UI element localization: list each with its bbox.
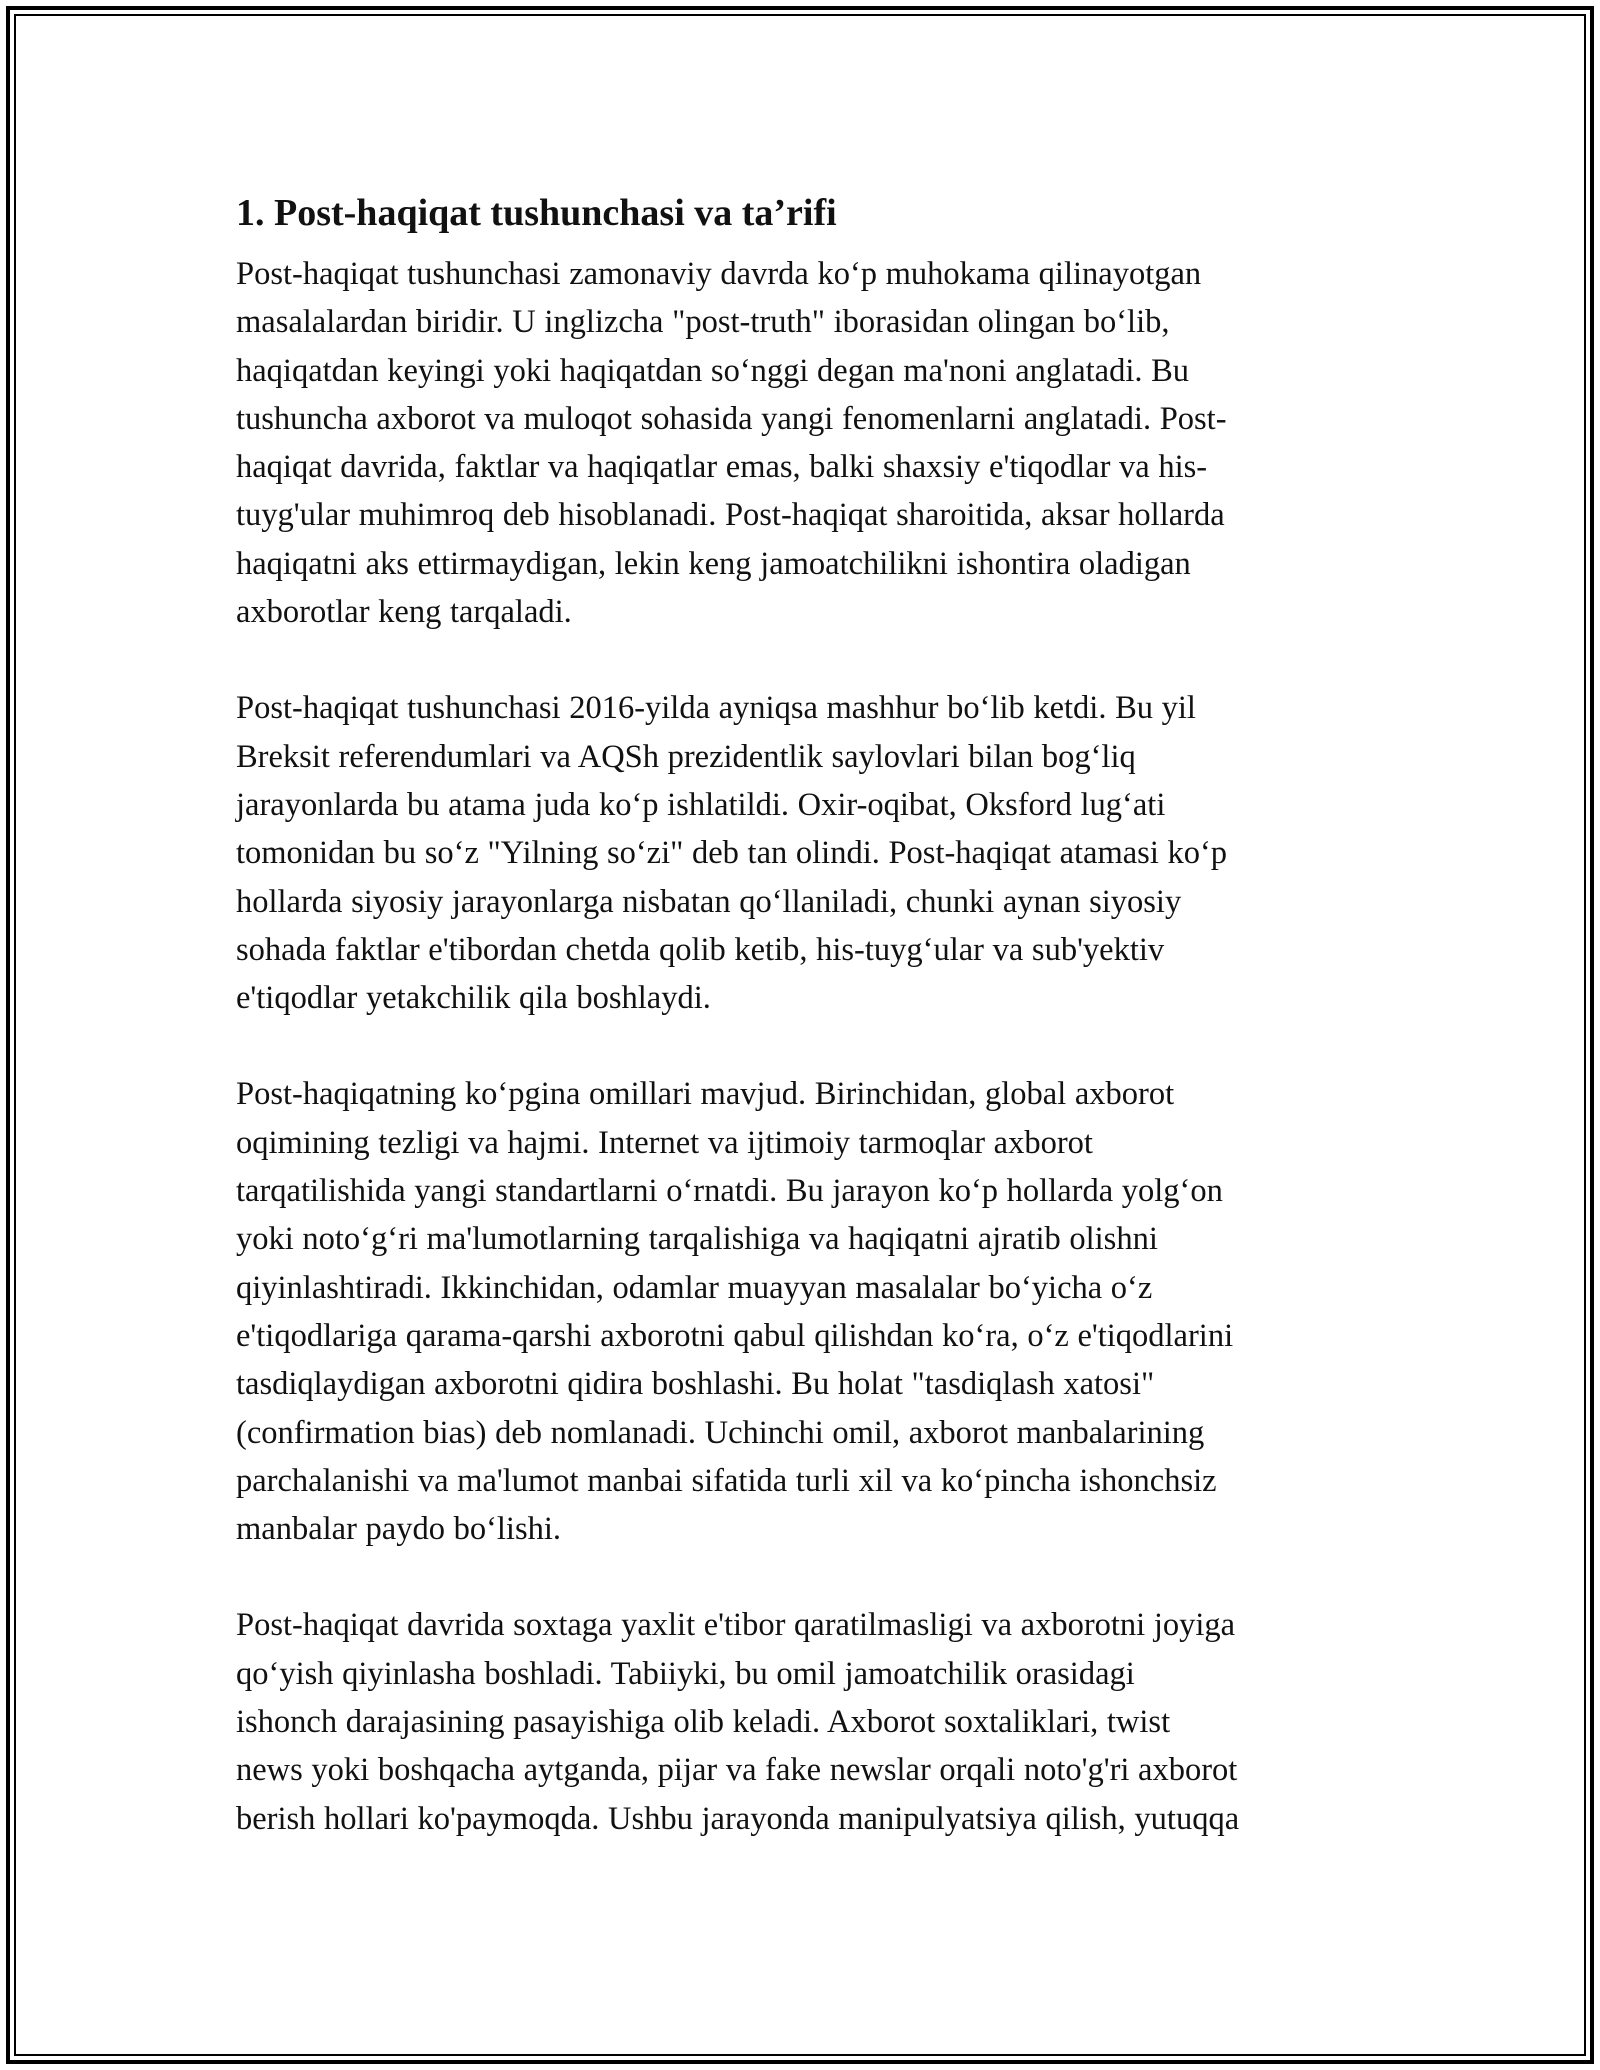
text-line: haqiqat davrida, faktlar va haqiqatlar emas, balki shaxsiy e'tiqodlar va his- xyxy=(236,449,1208,486)
text-line: oqimining tezligi va hajmi. Internet va ijtimoiy tarmoqlar axborot xyxy=(236,1124,1093,1161)
text-line: e'tiqodlariga qarama-qarshi axborotni qabul qilishdan ko‘ra, o‘z e'tiqodlarini xyxy=(236,1317,1234,1354)
text-line: jarayonlarda bu atama juda ko‘p ishlatildi. Oxir-oqibat, Oksford lug‘ati xyxy=(236,786,1166,823)
text-line: Post-haqiqat davrida soxtaga yaxlit e'tibor qaratilmasligi va axborotni joyiga xyxy=(236,1607,1236,1644)
text-line: ishonch darajasining pasayishiga olib keladi. Axborot soxtaliklari, twist xyxy=(236,1704,1171,1741)
text-line: haqiqatdan keyingi yoki haqiqatdan so‘nggi degan ma'noni anglatadi. Bu xyxy=(236,352,1190,389)
text-line: qo‘yish qiyinlasha boshladi. Tabiiyki, bu omil jamoatchilik orasidagi xyxy=(236,1655,1135,1692)
text-line: tuyg'ular muhimroq deb hisoblanadi. Post-haqiqat sharoitida, aksar hollarda xyxy=(236,497,1225,534)
text-line: manbalar paydo bo‘lishi. xyxy=(236,1511,562,1548)
text-line: Post-haqiqatning ko‘pgina omillari mavjud. Birinchidan, global axborot xyxy=(236,1076,1175,1113)
body-paragraph xyxy=(236,684,1364,1022)
text-line: haqiqatni aks ettirmaydigan, lekin keng jamoatchilikni ishontira oladigan xyxy=(236,545,1191,582)
body-paragraph xyxy=(236,1601,1364,1842)
text-line: berish hollari ko'paymoqda. Ushbu jarayonda manipulyatsiya qilish, yutuqqa xyxy=(236,1800,1240,1837)
text-line: parchalanishi va ma'lumot manbai sifatida turli xil va ko‘pincha ishonchsiz xyxy=(236,1462,1217,1499)
text-line: Post-haqiqat tushunchasi zamonaviy davrda ko‘p muhokama qilinayotgan xyxy=(236,256,1202,292)
text-line: news yoki boshqacha aytganda, pijar va fake newslar orqali noto'g'ri axborot xyxy=(236,1752,1238,1789)
text-line: tarqatilishida yangi standartlarni o‘rnatdi. Bu jarayon ko‘p hollarda yolg‘on xyxy=(236,1173,1223,1210)
text-line: (confirmation bias) deb nomlanadi. Uchinchi omil, axborot manbalarining xyxy=(236,1414,1205,1451)
document-body xyxy=(236,250,1364,1843)
text-line: sohada faktlar e'tibordan chetda qolib ketib, his-tuyg‘ular va sub'yektiv xyxy=(236,931,1165,968)
text-line: tushuncha axborot va muloqot sohasida yangi fenomenlarni anglatadi. Post- xyxy=(236,400,1227,437)
text-line: tomonidan bu so‘z "Yilning so‘zi" deb tan olindi. Post-haqiqat atamasi ko‘p xyxy=(236,835,1228,872)
text-line: yoki noto‘g‘ri ma'lumotlarning tarqalishiga va haqiqatni ajratib olishni xyxy=(236,1221,1158,1258)
document-page xyxy=(236,188,1364,1891)
body-paragraph xyxy=(236,1070,1364,1553)
body-paragraph xyxy=(236,250,1364,636)
section-heading: 1. Post-haqiqat tushunchasi va ta’rifi xyxy=(236,192,837,234)
text-line: Post-haqiqat tushunchasi 2016-yilda ayniqsa mashhur bo‘lib ketdi. Bu yil xyxy=(236,690,1196,727)
text-line: tasdiqlaydigan axborotni qidira boshlashi. Bu holat "tasdiqlash xatosi" xyxy=(236,1366,1155,1403)
text-line: e'tiqodlar yetakchilik qila boshlaydi. xyxy=(236,980,711,1017)
text-line: masalalardan biridir. U inglizcha "post-truth" iborasidan olingan bo‘lib, xyxy=(236,304,1170,341)
text-line: hollarda siyosiy jarayonlarga nisbatan qo‘llaniladi, chunki aynan siyosiy xyxy=(236,883,1182,920)
text-line: qiyinlashtiradi. Ikkinchidan, odamlar muayyan masalalar bo‘yicha o‘z xyxy=(236,1269,1153,1306)
text-line: Breksit referendumlari va AQSh prezidentlik saylovlari bilan bog‘liq xyxy=(236,738,1136,775)
text-line: axborotlar keng tarqaladi. xyxy=(236,594,572,631)
